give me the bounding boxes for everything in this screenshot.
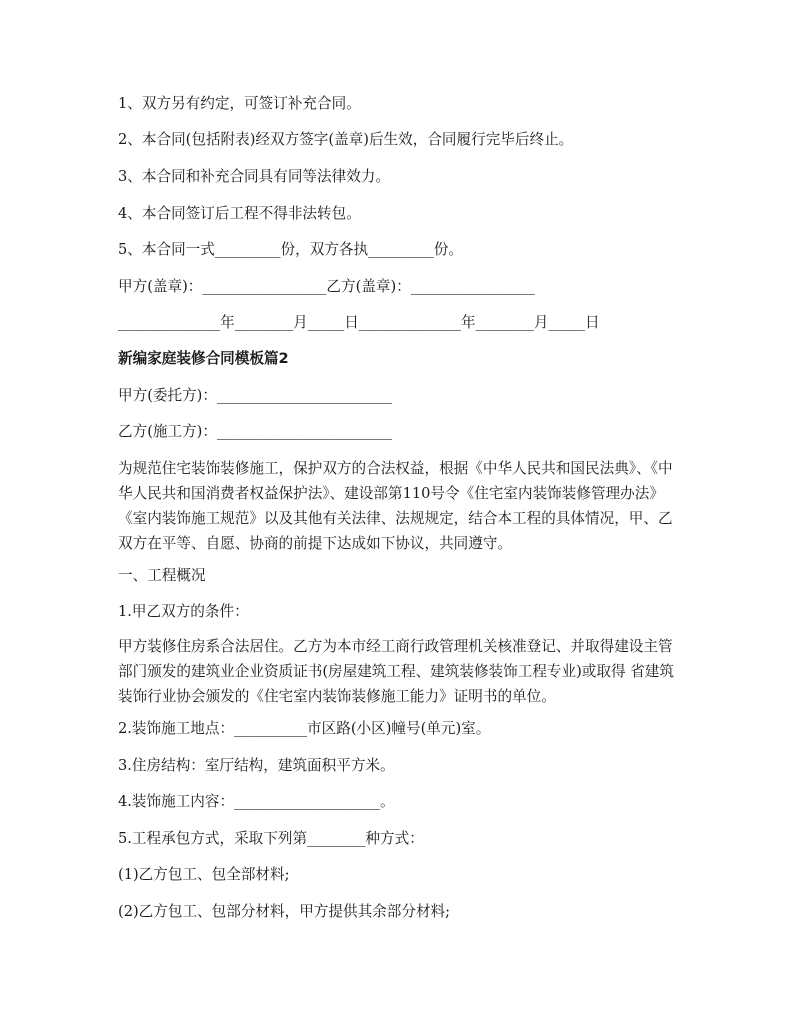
clause-1: 1、双方另有约定，可签订补充合同。: [118, 95, 361, 112]
party-b-line: 乙方(施工方)：________________________: [118, 423, 393, 440]
signature-line: 甲方(盖章)：_________________乙方(盖章)：_________________: [118, 278, 535, 295]
conditions-paragraph: 甲方装修住房系合法居住。乙方为本市经工商行政管理机关核准登记、并取得建设主管部门颁发的建筑业企业资质证书(房屋建筑工程、建筑装修装饰工程专业)或取得 省建筑装饰行业协会颁发的《住宅室内装饰装修施工能力》证明书的单位。: [118, 638, 674, 705]
section-heading: 新编家庭装修合同模板篇2: [118, 350, 289, 367]
item-5: 5.工程承包方式，采取下列第________种方式：: [118, 830, 424, 847]
clause-5: 5、本合同一式_________份，双方各执_________份。: [118, 241, 463, 258]
item-1: 1.甲乙双方的条件：: [118, 603, 249, 620]
intro-paragraph: 为规范住宅装饰装修施工，保护双方的合法权益，根据《中华人民共和国民法典》、《中华人民共和国消费者权益保护法》、建设部第110号令《住宅室内装饰装修管理办法》《室内装饰施工规范》以及其他有关法律、法规规定，结合本工程的具体情况，甲、乙双方在平等、自愿、协商的前提下达成如下协议，共同遵守。: [118, 460, 673, 552]
section-title: 一、工程概况: [118, 567, 206, 584]
clause-3: 3、本合同和补充合同具有同等法律效力。: [118, 168, 390, 185]
item-2: 2.装饰施工地点：__________市区路(小区)幢号(单元)室。: [118, 720, 491, 737]
option-2: (2)乙方包工、包部分材料，甲方提供其余部分材料;: [118, 903, 451, 920]
date-line: ______________年________月_____日______________年________月_____日: [118, 314, 600, 331]
clause-2: 2、本合同(包括附表)经双方签字(盖章)后生效，合同履行完毕后终止。: [118, 131, 574, 148]
option-1: (1)乙方包工、包全部材料;: [118, 866, 290, 883]
item-4: 4.装饰施工内容：____________________。: [118, 793, 395, 810]
party-a-line: 甲方(委托方)：________________________: [118, 387, 393, 404]
clause-4: 4、本合同签订后工程不得非法转包。: [118, 205, 361, 222]
item-3: 3.住房结构：室厅结构，建筑面积平方米。: [118, 757, 395, 774]
